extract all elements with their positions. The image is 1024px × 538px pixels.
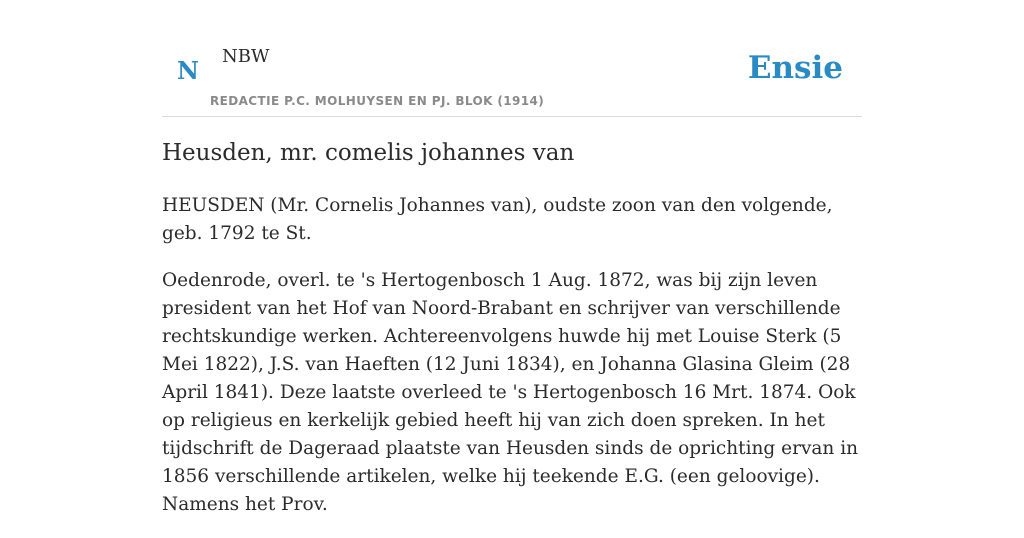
article-title: Heusden, mr. comelis johannes van — [162, 140, 575, 166]
brand-logo[interactable]: Ensie — [747, 50, 843, 86]
article-body — [162, 192, 862, 538]
source-header — [162, 0, 862, 117]
source-logo-icon: N — [177, 56, 199, 85]
article-paragraph: Oedenrode, overl. te 's Hertogenbosch 1 Aug. 1872, was bij zijn leven president van het Hof van Noord-Brabant en schrijver van verschillende rechtskundige werken. Achtereenvolgens huwde hij met Louise Sterk (5 Mei 1822), J.S. van Haeften (12 Juni 1834), en Johanna Glasina Gleim (28 April 1841). Deze laatste overleed te 's Hertogenbosch 16 Mrt. 1874. Ook op religieus en kerkelijk gebied heeft hij van zich doen spreken. In het tijdschrift de Dageraad plaatste van Heusden sinds de oprichting ervan in 1856 verschillende artikelen, welke hij teekende E.G. (een geloovige). Namens het Prov. — [162, 270, 859, 515]
article-card — [162, 0, 862, 515]
article-paragraph: HEUSDEN (Mr. Cornelis Johannes van), oudste zoon van den volgende, geb. 1792 te St. — [162, 195, 833, 244]
source-editors: REDACTIE P.C. MOLHUYSEN EN PJ. BLOK (1914) — [210, 94, 545, 108]
source-abbreviation[interactable]: NBW — [222, 46, 270, 67]
